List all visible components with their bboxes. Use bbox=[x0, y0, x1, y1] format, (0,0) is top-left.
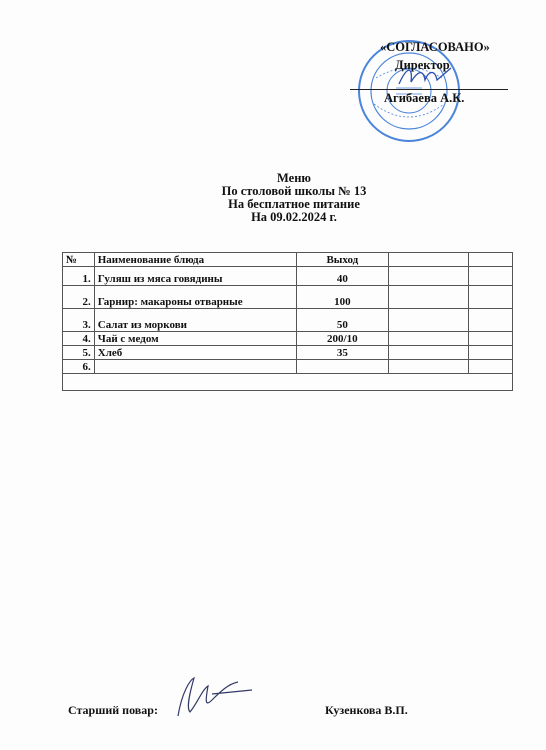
table-row: 2. Гарнир: макароны отварные 100 bbox=[63, 286, 513, 309]
heading-school: По столовой школы № 13 bbox=[221, 184, 367, 198]
header-output: Выход bbox=[296, 253, 388, 267]
heading-title: Меню bbox=[277, 171, 311, 185]
director-signature bbox=[395, 62, 455, 90]
table-row: 3. Салат из моркови 50 bbox=[63, 309, 513, 332]
approval-role: Директор bbox=[395, 58, 450, 72]
heading-meal-type: На бесплатное питание bbox=[228, 197, 360, 211]
menu-heading bbox=[0, 172, 546, 224]
table-row: 6. bbox=[63, 360, 513, 374]
cook-label: Старший повар: bbox=[68, 703, 158, 717]
approval-title: «СОГЛАСОВАНО» bbox=[380, 40, 490, 54]
header-num: № bbox=[63, 253, 95, 267]
header-dish-name: Наименование блюда bbox=[94, 253, 296, 267]
table-row: 1. Гуляш из мяса говядины 40 bbox=[63, 267, 513, 286]
heading-date: На 09.02.2024 г. bbox=[251, 210, 337, 224]
director-name: Агибаева А.К. bbox=[384, 91, 465, 105]
menu-table bbox=[62, 252, 513, 391]
cook-signature bbox=[168, 672, 258, 722]
table-row-empty bbox=[63, 374, 513, 391]
cook-name: Кузенкова В.П. bbox=[325, 703, 408, 717]
table-row: 5. Хлеб 35 bbox=[63, 346, 513, 360]
table-header-row bbox=[63, 253, 513, 267]
table-row: 4. Чай с медом 200/10 bbox=[63, 332, 513, 346]
